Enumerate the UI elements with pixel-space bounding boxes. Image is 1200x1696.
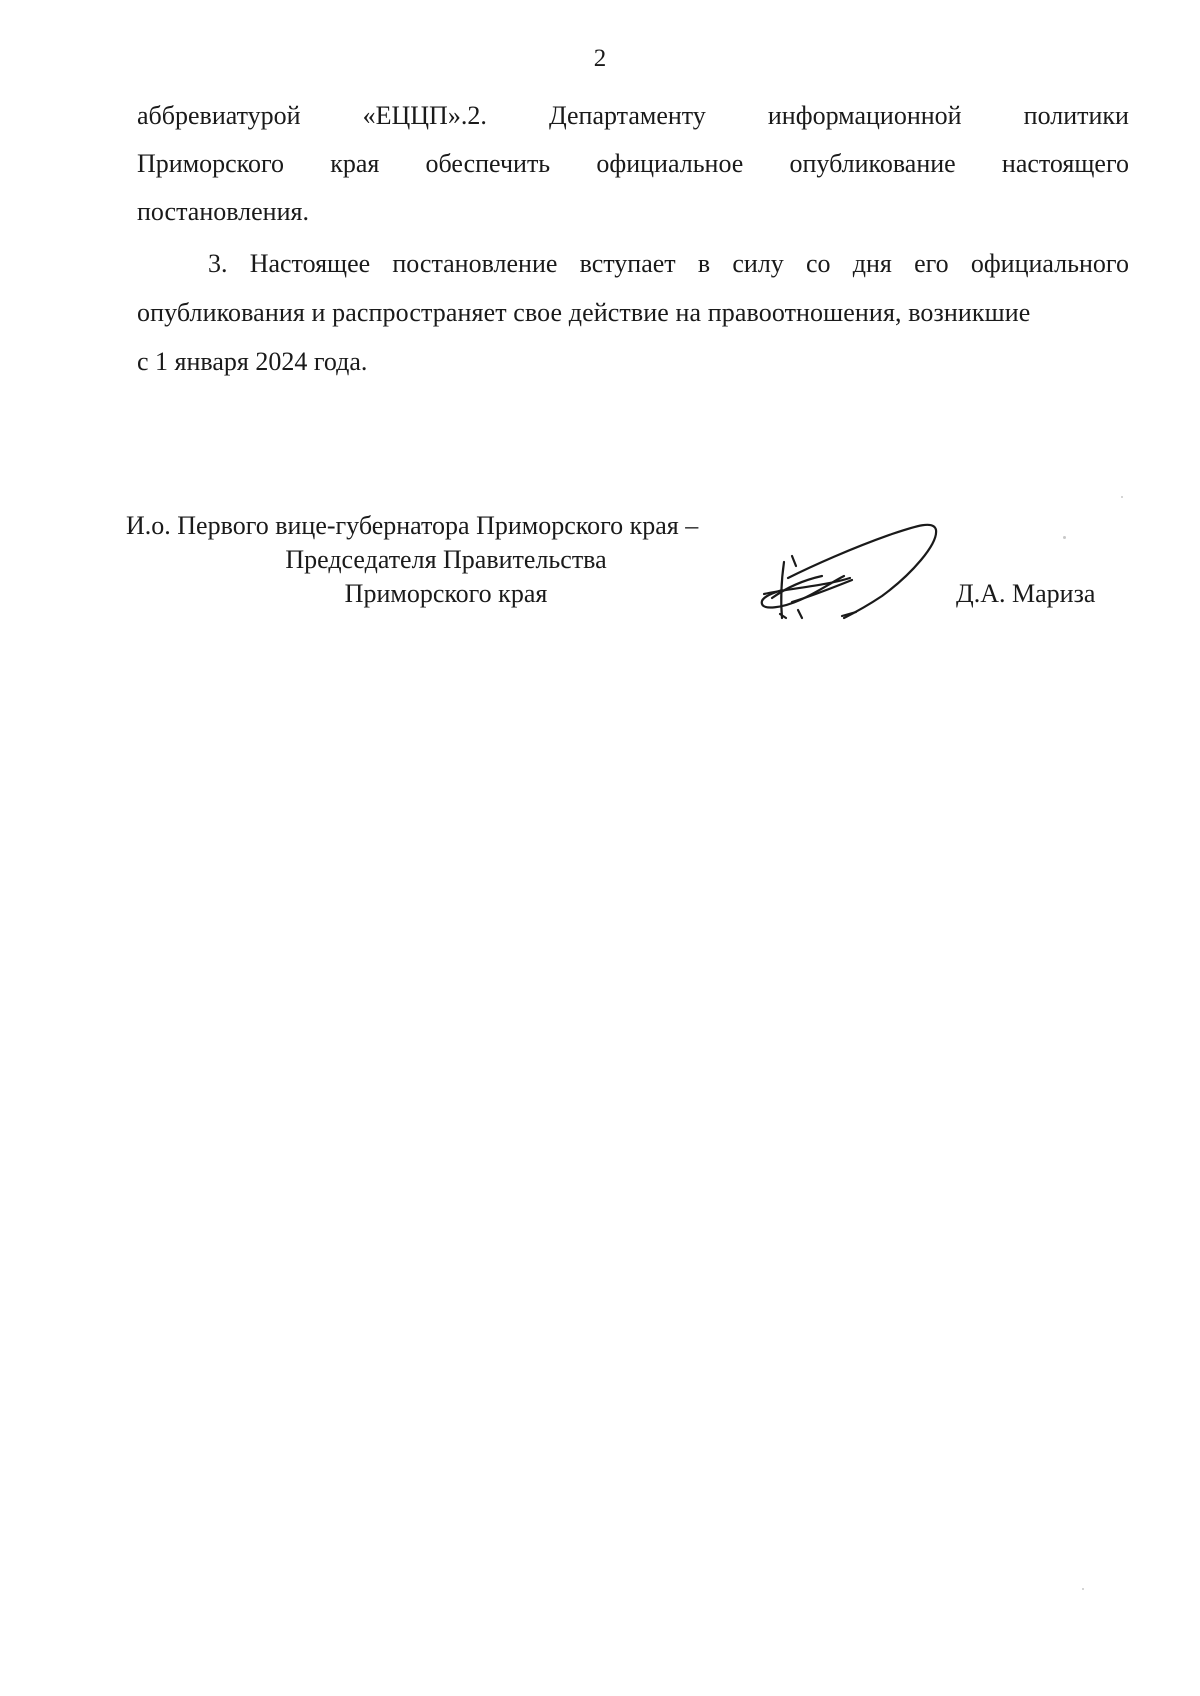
word: постановление bbox=[392, 249, 558, 278]
word: дня bbox=[852, 249, 892, 278]
paragraph-2-line-3: с 1 января 2024 года. bbox=[137, 347, 368, 376]
word: в bbox=[697, 249, 711, 278]
paragraph-2-line-1 bbox=[208, 247, 1129, 281]
word: со bbox=[806, 249, 831, 278]
word: Департаменту bbox=[548, 101, 706, 130]
word: информационной bbox=[767, 101, 962, 130]
word: 3. bbox=[208, 249, 228, 278]
word: Настоящее bbox=[249, 249, 371, 278]
paragraph-1-line-2 bbox=[137, 147, 1129, 181]
scan-speck bbox=[1082, 1588, 1084, 1590]
signatory-title-line-2: Председателя Правительства bbox=[285, 545, 607, 574]
word: настоящего bbox=[1001, 149, 1129, 178]
paragraph-2-line-2: опубликования и распространяет свое действие на правоотношения, возникшие bbox=[137, 298, 1031, 327]
word: «ЕЦЦП».2. bbox=[362, 101, 487, 130]
signatory-title-line-1: И.о. Первого вице-губернатора Приморского края – bbox=[126, 511, 699, 540]
word: официальное bbox=[596, 149, 744, 178]
paragraph-1-line-3: постановления. bbox=[137, 197, 309, 226]
handwritten-signature bbox=[752, 518, 938, 622]
word: силу bbox=[732, 249, 784, 278]
page-number: 2 bbox=[593, 45, 607, 72]
word: обеспечить bbox=[425, 149, 551, 178]
scan-speck bbox=[1121, 496, 1123, 498]
word: официального bbox=[970, 249, 1129, 278]
word: вступает bbox=[579, 249, 676, 278]
signatory-name: Д.А. Мариза bbox=[956, 579, 1096, 608]
word: аббревиатурой bbox=[137, 101, 301, 130]
scan-speck bbox=[1063, 536, 1066, 539]
signatory-title-line-3: Приморского края bbox=[344, 579, 548, 608]
word: политики bbox=[1023, 101, 1129, 130]
paragraph-1-line-1 bbox=[137, 99, 1129, 133]
word: края bbox=[330, 149, 380, 178]
word: его bbox=[914, 249, 949, 278]
word: опубликование bbox=[789, 149, 956, 178]
word: Приморского bbox=[137, 149, 285, 178]
